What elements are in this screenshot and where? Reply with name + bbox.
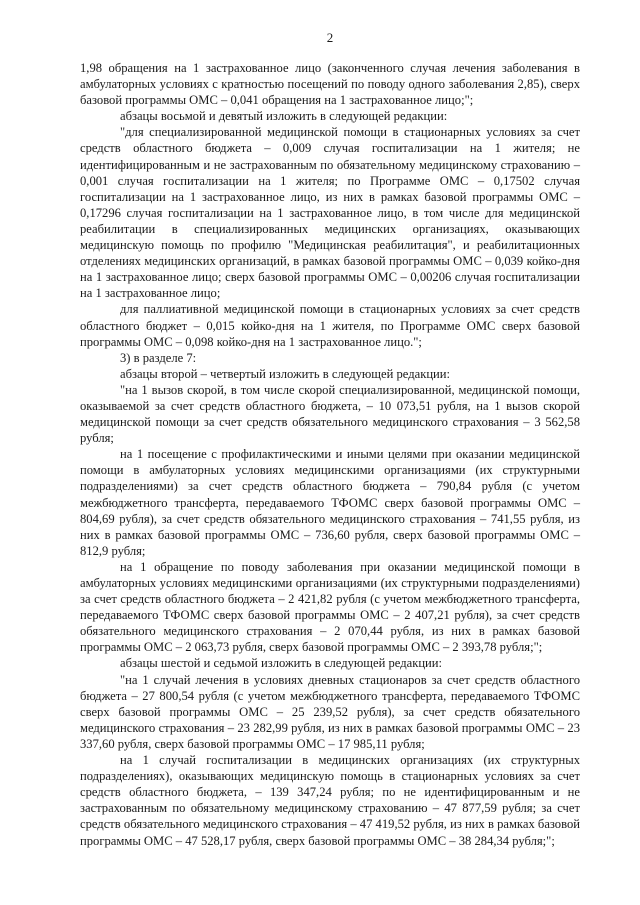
paragraph-12: на 1 случай госпитализации в медицинских организациях (их структурных подразделениях), оказывающих медицинскую помощь в стационарных условиях за счет средств областного бюджета, – 139 347,24 рубля; по не идентифицированным и не застрахованным по обязательному медицинскому страхованию – 47 877,59 рубля; за счет средств обязательного медицинского страхования – 47 419,52 рубля, из них в рамках базовой программы ОМС – 47 528,17 рубля, сверх базовой программы ОМС – 38 284,34 рубля;"; bbox=[80, 753, 580, 848]
document-page bbox=[80, 30, 580, 849]
paragraph-6: абзацы второй – четвертый изложить в следующей редакции: bbox=[120, 366, 451, 381]
paragraph-2: абзацы восьмой и девятый изложить в следующей редакции: bbox=[120, 109, 448, 124]
paragraph-1: 1,98 обращения на 1 застрахованное лицо (законченного случая лечения заболевания в амбулаторных условиях с кратностью посещений по поводу одного заболевания 2,85), сверх базовой программы ОМС – 0,041 обращения на 1 застрахованное лицо;"; bbox=[80, 61, 580, 108]
page-number: 2 bbox=[326, 30, 334, 45]
paragraph-8: на 1 посещение с профилактическими и иными целями при оказании медицинской помощи в амбулаторных условиях медицинскими организациями (их структурными подразделениями) за счет средств областного бюджета – 790,84 рубля (с учетом межбюджетного трансферта, передаваемого ТФОМС сверх базовой программы ОМС – 804,69 рубля), за счет средств обязательного медицинского страхования – 741,55 рубля, из них в рамках базовой программы ОМС – 736,60 рубля, сверх базовой программы ОМС – 812,9 рубля; bbox=[80, 447, 580, 558]
paragraph-10: абзацы шестой и седьмой изложить в следующей редакции: bbox=[120, 656, 443, 671]
paragraph-3: "для специализированной медицинской помощи в стационарных условиях за счет средств областного бюджета – 0,009 случая госпитализации на 1 жителя; не идентифицированным и не застрахованным по обязательному медицинскому страхованию – 0,001 случая госпитализации на 1 жителя; по Программе ОМС – 0,17502 случая госпитализации на 1 застрахованное лицо, из них в рамках базовой программы ОМС – 0,17296 случая госпитализации на 1 застрахованное лицо, в том числе для медицинской реабилитации в специализированных медицинских организациях, оказывающих медицинскую помощь по профилю "Медицинская реабилитация", и реабилитационных отделениях медицинских организаций, в рамках базовой программы ОМС – 0,039 койко-дня на 1 застрахованное лицо; сверх базовой программы ОМС – 0,00206 случая госпитализации на 1 застрахованное лицо; bbox=[80, 125, 580, 301]
paragraph-7: "на 1 вызов скорой, в том числе скорой специализированной, медицинской помощи, оказываемой за счет средств областного бюджета, – 10 073,51 рубля, на 1 вызов скорой медицинской помощи за счет средств обязательного медицинского страхования – 3 562,58 рубля; bbox=[80, 382, 580, 446]
document-body bbox=[80, 60, 580, 849]
paragraph-4: для паллиативной медицинской помощи в стационарных условиях за счет средств областного бюджет – 0,015 койко-дня на 1 жителя, по Программе ОМС сверх базовой программы ОМС – 0,098 койко-дня на 1 застрахованное лицо."; bbox=[80, 302, 580, 349]
paragraph-9: на 1 обращение по поводу заболевания при оказании медицинской помощи в амбулаторных условиях медицинскими организациями (их структурными подразделениями) за счет средств областного бюджета – 2 421,82 рубля (с учетом межбюджетного трансферта, передаваемого ТФОМС сверх базовой программы ОМС – 2 407,21 рубля), за счет средств обязательного медицинского страхования – 2 070,44 рубля, из них в рамках базовой программы ОМС – 2 063,73 рубля, сверх базовой программы ОМС – 2 393,78 рубля;"; bbox=[80, 559, 580, 655]
paragraph-5: 3) в разделе 7: bbox=[120, 350, 197, 365]
paragraph-11: "на 1 случай лечения в условиях дневных стационаров за счет средств областного бюджета – 27 800,54 рубля (с учетом межбюджетного трансферта, передаваемого ТФОМС сверх базовой программы ОМС – 25 239,52 рубля), за счет средств обязательного медицинского страхования – 23 282,99 рубля, из них в рамках базовой программы ОМС – 23 337,60 рубля, сверх базовой программы ОМС – 17 985,11 рубля; bbox=[80, 672, 580, 751]
